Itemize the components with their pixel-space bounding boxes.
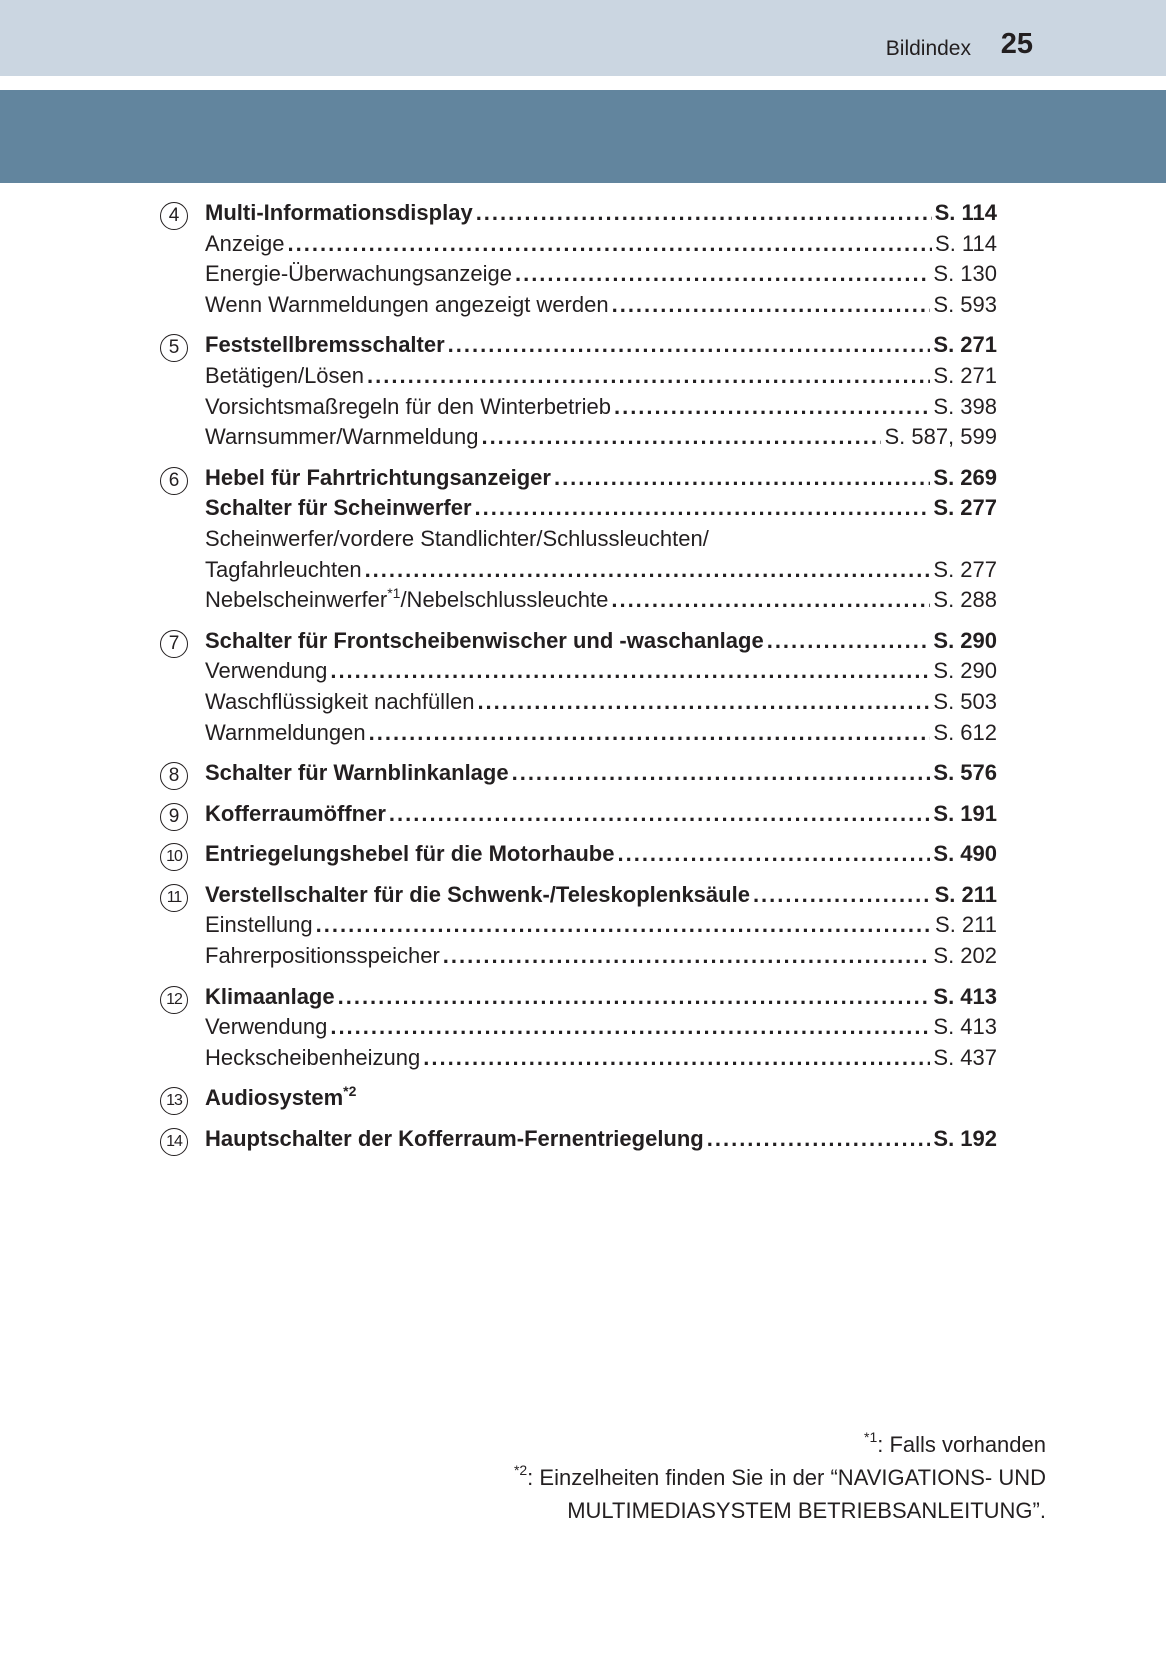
entry-label: Warnmeldungen xyxy=(205,719,366,745)
entry-label: Klimaanlage xyxy=(205,983,335,1009)
item-number-circle: 4 xyxy=(160,202,188,230)
index-entry-main xyxy=(205,984,997,1015)
index-group xyxy=(0,760,1166,791)
footnote-2-continued: MULTIMEDIASYSTEM BETRIEBSANLEITUNG”. xyxy=(567,1498,1046,1523)
page-reference: S. 211 xyxy=(935,912,997,938)
entry-label: Feststellbremsschalter xyxy=(205,332,445,358)
item-number-circle: 13 xyxy=(160,1087,188,1115)
dot-leader xyxy=(367,363,930,389)
item-number-circle: 8 xyxy=(160,762,188,790)
index-group xyxy=(0,882,1166,974)
dot-leader xyxy=(612,292,931,318)
index-entry-sub xyxy=(205,557,997,588)
entry-label: Verstellschalter für die Schwenk-/Teleskoplenksäule xyxy=(205,881,750,907)
index-group xyxy=(0,465,1166,618)
index-entry-sub xyxy=(205,1014,997,1045)
index-entry-main xyxy=(205,882,997,913)
footnotes xyxy=(514,1428,1046,1527)
footnote-1: $^{*1}$: Falls vorhanden xyxy=(864,1429,1046,1457)
index-entry-main xyxy=(205,1126,997,1157)
dot-leader xyxy=(389,801,930,827)
page-reference: S. 277 xyxy=(933,495,997,521)
dot-leader xyxy=(512,760,931,786)
entry-label: Multi-Informationsdisplay xyxy=(205,200,473,225)
footnote-2: $^{*2}$: Einzelheiten finden Sie in der “NAVIGATIONS- UND xyxy=(513,1462,1046,1490)
dot-leader xyxy=(614,394,930,420)
index-group xyxy=(0,628,1166,750)
header-bar xyxy=(0,0,1166,76)
index-entry-sub xyxy=(205,526,997,557)
entry-label: Hebel für Fahrtrichtungsanzeiger xyxy=(205,464,551,490)
dot-leader xyxy=(338,984,931,1010)
dot-leader xyxy=(767,628,931,654)
index-group xyxy=(0,1126,1166,1157)
index-entry-sub xyxy=(205,720,997,751)
index-entry-sub xyxy=(205,261,997,292)
entry-label: Kofferraumöffner xyxy=(205,800,386,826)
entry-label: Einstellung xyxy=(205,912,313,938)
index-entry-main xyxy=(205,495,997,526)
entry-label: Anzeige xyxy=(205,230,285,256)
dot-leader xyxy=(330,1014,930,1040)
page-reference: S. 290 xyxy=(933,658,997,684)
page-reference: S. 191 xyxy=(933,800,997,826)
dot-leader xyxy=(476,200,932,226)
picture-index-list xyxy=(0,200,1166,1167)
page-reference: S. 114 xyxy=(935,230,997,256)
entry-label: Hauptschalter der Kofferraum-Fernentriegelung xyxy=(205,1126,704,1152)
section-title: Bildindex xyxy=(885,37,971,60)
dot-leader xyxy=(477,689,930,715)
page-reference: S. 413 xyxy=(933,983,997,1009)
header-band xyxy=(0,90,1166,183)
index-entry-sub xyxy=(205,424,997,455)
entry-label: Verwendung xyxy=(205,1014,328,1040)
entry-label: Wenn Warnmeldungen angezeigt werden xyxy=(205,291,609,317)
item-number-circle: 10 xyxy=(160,843,188,871)
index-entry-main xyxy=(205,332,997,363)
dot-leader xyxy=(515,261,930,287)
page-reference: S. 288 xyxy=(933,587,997,613)
page-reference: S. 437 xyxy=(933,1044,997,1070)
page-reference: S. 587, 599 xyxy=(884,424,997,450)
page-reference: S. 271 xyxy=(933,332,997,358)
index-group xyxy=(0,841,1166,872)
entry-label: Nebelscheinwerfer$^{*1}$/Nebelschlussleuchte xyxy=(205,585,609,613)
dot-leader xyxy=(443,943,931,969)
item-number-circle: 11 xyxy=(160,884,188,912)
entry-label: Waschflüssigkeit nachfüllen xyxy=(205,688,475,714)
entry-label: Schalter für Warnblinkanlage xyxy=(205,760,509,786)
item-number-circle: 12 xyxy=(160,986,188,1014)
entry-label: Scheinwerfer/vordere Standlichter/Schlussleuchten/ xyxy=(205,525,709,551)
dot-leader xyxy=(288,231,933,257)
page-reference: S. 503 xyxy=(933,688,997,714)
index-entry-sub xyxy=(205,912,997,943)
entry-label: Tagfahrleuchten xyxy=(205,556,362,582)
entry-label: Audiosystem$^{*2}$ xyxy=(205,1083,357,1111)
index-entry-sub xyxy=(205,231,997,262)
index-entry-main xyxy=(205,1085,997,1116)
entry-label: Betätigen/Lösen xyxy=(205,362,365,388)
entry-label: Verwendung xyxy=(205,658,328,684)
index-group xyxy=(0,984,1166,1076)
entry-label: Energie-Überwachungsanzeige xyxy=(205,261,512,287)
dot-leader xyxy=(316,912,932,938)
dot-leader xyxy=(707,1126,931,1152)
dot-leader xyxy=(475,495,931,521)
entry-label: Schalter für Scheinwerfer xyxy=(205,495,472,521)
page-reference: S. 202 xyxy=(933,943,997,969)
index-entry-main xyxy=(205,760,997,791)
index-entry-sub xyxy=(205,943,997,974)
entry-label: Warnsummer/Warnmeldung xyxy=(205,424,479,450)
page-reference: S. 612 xyxy=(933,719,997,745)
dot-leader xyxy=(554,465,930,491)
index-entry-main xyxy=(205,200,997,231)
entry-label: Heckscheibenheizung xyxy=(205,1044,421,1070)
page-reference: S. 576 xyxy=(933,760,997,786)
item-number-circle: 7 xyxy=(160,630,188,658)
page-reference: S. 211 xyxy=(934,881,997,907)
entry-label: Entriegelungshebel für die Motorhaube xyxy=(205,841,615,867)
page-reference: S. 130 xyxy=(933,261,997,287)
entry-label: Schalter für Frontscheibenwischer und -waschanlage xyxy=(205,627,764,653)
index-entry-sub xyxy=(205,1045,997,1076)
dot-leader xyxy=(330,658,930,684)
page-reference: S. 192 xyxy=(933,1126,997,1152)
index-entry-sub xyxy=(205,658,997,689)
dot-leader xyxy=(365,557,931,583)
dot-leader xyxy=(423,1045,930,1071)
page-reference: S. 271 xyxy=(933,362,997,388)
dot-leader xyxy=(369,720,931,746)
index-entry-main xyxy=(205,801,997,832)
dot-leader xyxy=(617,841,930,867)
page-reference: S. 114 xyxy=(934,200,997,225)
index-entry-sub xyxy=(205,292,997,323)
index-group xyxy=(0,332,1166,454)
index-group xyxy=(0,200,1166,322)
item-number-circle: 6 xyxy=(160,467,188,495)
index-entry-main xyxy=(205,841,997,872)
entry-label: Vorsichtsmaßregeln für den Winterbetrieb xyxy=(205,393,611,419)
page-reference: S. 269 xyxy=(933,464,997,490)
index-entry-main xyxy=(205,465,997,496)
page-reference: S. 398 xyxy=(933,393,997,419)
page-reference: S. 277 xyxy=(933,556,997,582)
page-reference: S. 593 xyxy=(933,291,997,317)
index-group xyxy=(0,1085,1166,1116)
index-entry-sub xyxy=(205,363,997,394)
index-entry-sub xyxy=(205,394,997,425)
dot-leader xyxy=(753,882,932,908)
item-number-circle: 9 xyxy=(160,803,188,831)
page-reference: S. 290 xyxy=(933,627,997,653)
entry-label: Fahrerpositionsspeicher xyxy=(205,943,440,969)
index-entry-main xyxy=(205,628,997,659)
item-number-circle: 5 xyxy=(160,334,188,362)
index-entry-sub xyxy=(205,689,997,720)
page-reference: S. 413 xyxy=(933,1014,997,1040)
item-number-circle: 14 xyxy=(160,1128,188,1156)
page-reference: S. 490 xyxy=(933,841,997,867)
index-entry-sub xyxy=(205,587,997,618)
dot-leader xyxy=(448,332,931,358)
index-group xyxy=(0,801,1166,832)
dot-leader xyxy=(611,587,930,613)
dot-leader xyxy=(481,424,881,450)
page-number: 25 xyxy=(1000,28,1033,60)
